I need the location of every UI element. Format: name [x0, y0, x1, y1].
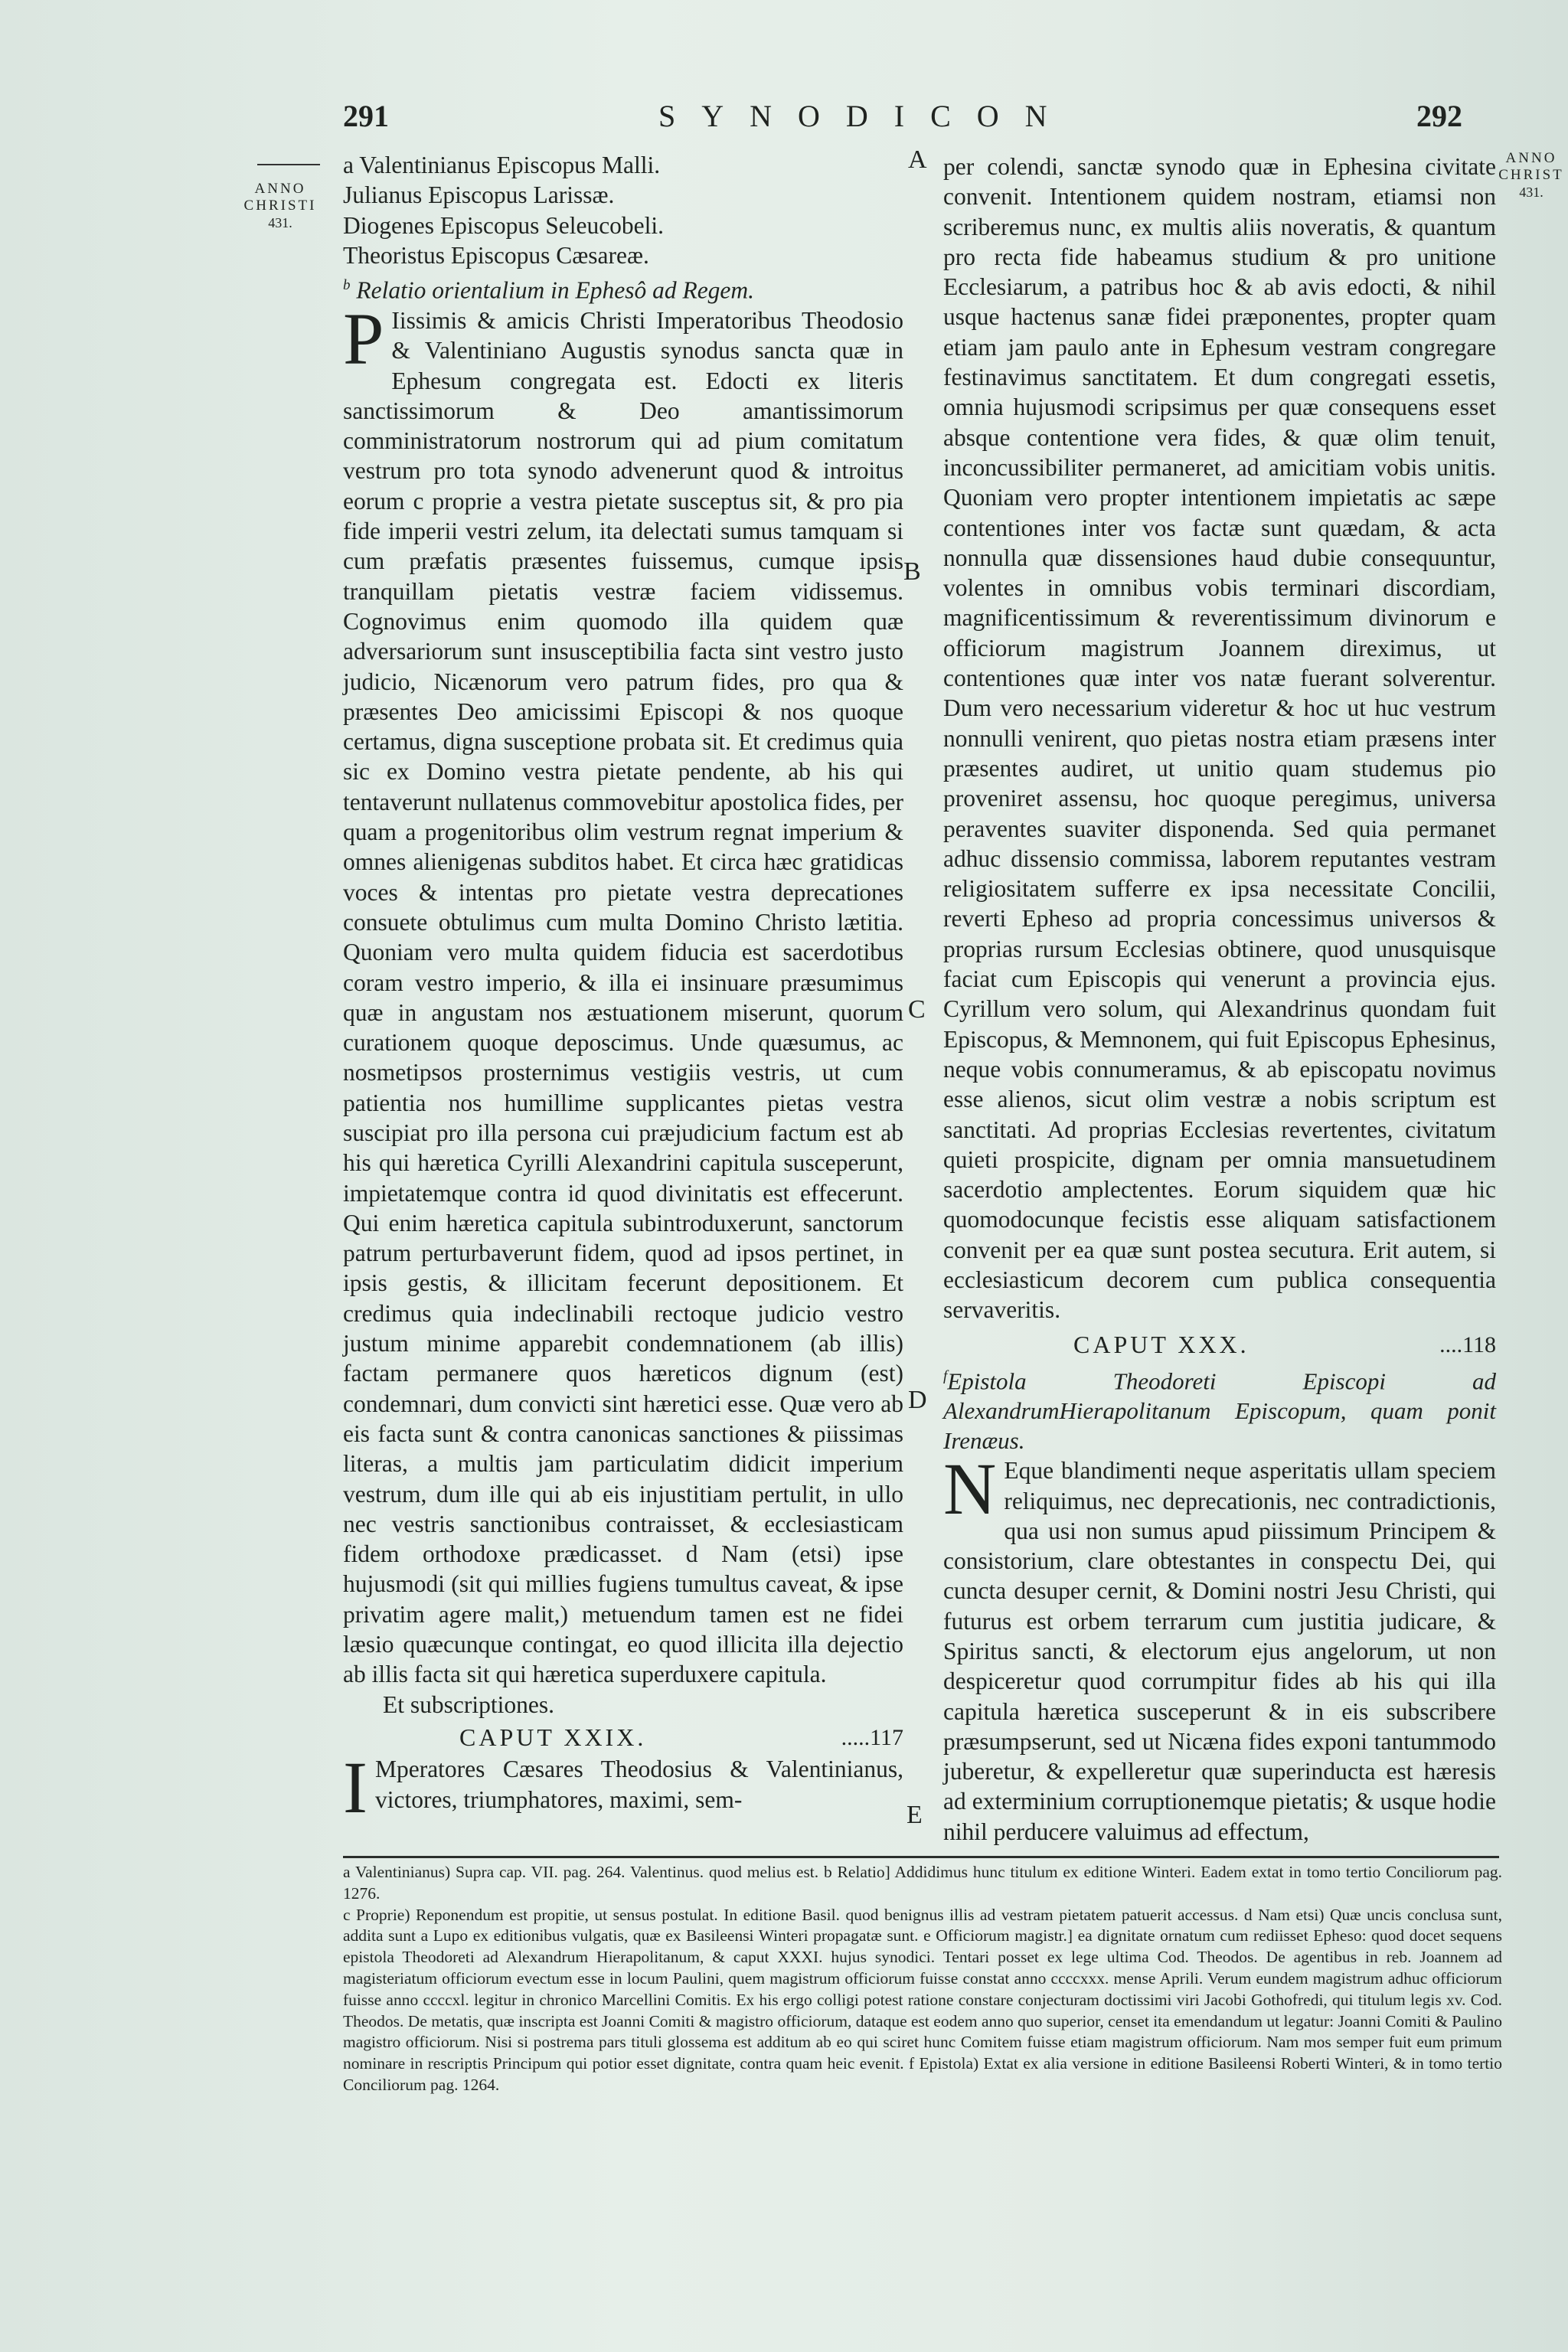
left-column: [343, 150, 903, 1829]
footnotes: [343, 1862, 1502, 2096]
dropcap-i: I: [343, 1746, 368, 1829]
chapter-xxix-body: [343, 1746, 903, 1829]
subscriber-line: a Valentinianus Episcopus Malli.: [343, 152, 661, 178]
relatio-body: [343, 297, 903, 1690]
section-marker-c: C: [908, 995, 926, 1024]
footnote-paragraph: a Valentinianus) Supra cap. VII. pag. 264. Valentinus. quod melius est. b Relatio] Addidimus hunc titulum ex editione Winteri. Eadem extat in tomo tertio Conciliorum pag. 1276.: [343, 1863, 1502, 1903]
section-marker-b: B: [903, 557, 921, 586]
running-title: SYNODICON: [658, 99, 1073, 133]
margin-christi-left: CHRISTI: [243, 198, 317, 214]
chapter-xxx-title: CAPUT XXX.: [1073, 1330, 1250, 1358]
subscriber-line: Julianus Episcopus Larissæ.: [343, 181, 615, 209]
chapter-xxx-heading: [943, 1330, 1496, 1360]
footnote-mark-f: f: [943, 1367, 948, 1384]
chapter-xxix-ref: .....117: [841, 1724, 903, 1750]
section-marker-d: D: [908, 1386, 927, 1414]
right-body-top: per colendi, sanctæ synodo quæ in Ephesina civitate convenit. Intentionem quidem nostram, etiamsi non scriberemus nunc, ex multis aliis noveratis, & quantum pro recta fide habeamus studium & pro unitione Ecclesiarum, a patribus hoc & ab avis edocti, & nihil usque hactenus sanæ fidei præponentes, propter quam etiam jam paulo ante in Ephesum vestram congregare festinavimus sanctitatem. Et dum congregati essetis, omnia hujusmodi scripsimus per quæ consequens esset absque contentione vera fides, & quæ olim tenuit, inconcussibiliter permaneret, ad amicitiam vobis unitis. Quoniam vero propter intentionem impietatis ac sæpe contentiones inter vos factæ sunt quædam, & acta nonnulla quæ dissensiones haud dubie consequuntur, volentes in omnibus vobis terminari discordiam, magnificentissimum & reverentissimum divinorum e officiorum magistrum Joannem direximus, ut contentiones quæ inter vos natæ fuerant solverentur. Dum vero necessarium videretur & hoc ut huc vestrum nonnulli venirent, quo pietas nostra etiam præsens inter præsentes audiret, ut unitio quam studemus pio proveniret assensu, hoc quoque peregimus, universa peraventes suaviter disponenda. Sed quia permanet adhuc dissensio commissa, laborem reputantes vestram religiositatem sufferre ex ipsa necessitate Concilii, reverti Epheso ad propria concessimus universos & proprias rursum Ecclesias obtinere, quod unusquisque faciat cum Episcopis qui venerunt a provincia ejus. Cyrillum vero solum, qui Alexandrinus quondam fuit Episcopus, & Memnonem, qui fuit Episcopus Ephesinus, neque vobis connumeramus, & ab episcopatu novimus esse alienos, sicut olim vestræ a nobis scriptum est sanctitati. Ad proprias Ecclesias revertentes, civitatum quieti prospicite, dignam per omnia mansuetudinem sacerdotio amplectentes. Eorum siquidem quæ hic quomodocunque fecistis esse aliquam satisfactionem convenit per ea quæ sunt postea secutura. Erit autem, si ecclesiasticum decorem cum publica consequentia servaveritis.: [943, 153, 1496, 1324]
margin-anno-left: ANNO: [254, 181, 306, 197]
margin-rule-left: [257, 164, 320, 165]
subscriptiones-line: Et subscriptiones.: [383, 1690, 554, 1718]
page-number-right: 292: [1416, 99, 1462, 133]
relatio-heading: [343, 270, 903, 305]
chapter-xxx-ref: ....118: [1439, 1331, 1496, 1357]
chapter-xxx-body: [943, 1448, 1496, 1847]
footnote-rule: [343, 1856, 1499, 1858]
relatio-text: Iissimis & amicis Christi Imperatoribus Theodosio & Valentiniano Augustis synodus sancta quæ in Ephesum congregata est. Edocti ex literis sanctissimorum & Deo amantissimorum comministratorum nostrorum qui ad pium comitatum vestrum pro tota synodo advenerunt quod & introitus eorum c proprie a vestra pietate susceptus sit, & pro pia fide imperii vestri zelum, ita delectati sumus tamquam si cum præfatis præsentes fuissemus, cumque ipsis tranquillam pietatis vestræ faciem vidissemus. Cognovimus enim quomodo illa quidem quæ adversariorum sunt insusceptibilia facta sint vestro justo judicio, Nicænorum vero patrum fides, pro qua & præsentes Deo amicissimi Episcopi & nos quoque certamus, digna susceptione probata sit. Et credimus quia sic ex Domino vestra pietate pendente, ab his qui tentaverunt nullatenus commovebitur apostolica fides, per quam a progenitoribus olim vestrum regnat imperium & omnes alienigenas subditos habet. Et circa hæc gratidicas voces & intentas pro pietate vestra deprecationes consuete obtulimus cum multa Domino Christo lætitia. Quoniam vero multa quidem fiducia est sacerdotibus coram vestro imperio, & illa ei insinuare præsumimus quæ in angustam nos æstuationem miserunt, quorum curationem quoque deposcimus. Unde quæsumus, ac nosmetipsos prosternimus vestigiis vestris, ut cum patientia nos humillime supplicantes pietas vestra suscipiat pro illa persona cui præjudicium factum est ab his qui hæretica Cyrilli Alexandrini capitula susceperunt, impietatemque contra id quod divinitatis est effecerunt. Qui enim hæretica capitula subintroduxerunt, sanctorum patrum perturbaverunt fidem, quod ad ipsos pertinet, in ipsis gestis, & illicitam fecerunt depositionem. Et credimus quia indeclinabili rectoque judicio vestro justum minime apparebit condemnationem (ab illis) factam permanere quos hæreticos dignum (est) condemnari, dum convicti sint hæretici esse. Quæ vero ab eis facta sunt & contra canonicas sanctiones & piissimas literas, a multis jam particulatim didicit imperium vestrum, dum ille qui ab eis injustitiam pertulit, in ullo nec vestris sanctionibus contraisset, & ecclesiasticam fidem orthodoxe prædicasset. d Nam (etsi) ipse hujusmodi (sit qui millies fugiens tumultus caveat, & ipse privatim agere malit,) metuendum tamen est ne fidei læsio quæcunque contingat, eo quod illicita illa dejectio ab illis facta sit qui hæretica superduxere capitula.: [343, 306, 903, 1688]
dropcap-p: P: [343, 297, 384, 380]
footnote-paragraph: c Proprie) Reponendum est propitie, ut sensus postulat. In editione Basil. quod benignus illis ad vestram pietatem patuerit accessus. d Nam etsi) Quæ uncis conclusa sunt, addita sunt a Lupo ex editionibus vulgatis, quæ ex Basileensi Winteri propagatæ sunt. e Officiorum magistr.] ea dignitate ornatum cum rediisset Epheso: quod docet sequens epistola Theodoreti ad Alexandrum Hierapolitanum, & caput XXXI. hujus synodici. Tentari posset ex lege ultima Cod. Theodos. De agentibus in reb. Joannem ad magisteriatum officiorum evectum esse in locum Paulini, quem magistrum officiorum fuisse constat anno ccccxxx. mense Aprili. Verum eundem magistrum adhuc officiorum fuisse anno ccccxl. legitur in chronico Marcellini Comitis. Ex his ergo colligi potest ratione constare conjecturam doctissimi viri Jacobi Gothofredi, qui titulum legis xv. Cod. Theodos. De metatis, quæ inscripta est Joanni Comiti & magistro officiorum, dataque est eodem anno quo superior, censet ita emendandum ut legatur: Joanni Comiti & Paulino magistro officiorum. Nisi si postrema pars tituli glossema est additum ab eo qui sciret hunc Comitem fuisse etiam magistrum officiorum. Nam mos semper fuit eum primum nominare in rescriptis Principum qui potior esset dignitate, contra quam heic evenit. f Epistola) Extat ex alia versione in editione Basileensi Roberti Winteri, & in tomo tertio Conciliorum pag. 1264.: [343, 1905, 1502, 2094]
margin-christi-right: CHRIST: [1498, 167, 1564, 183]
section-marker-e: E: [906, 1801, 923, 1829]
relatio-heading-text: Relatio orientalium in Ephesô ad Regem.: [356, 276, 755, 304]
chapter-xxx-title-text: [943, 1361, 1496, 1455]
chapter-xxx-heading-text: Epistola Theodoreti Episcopi ad AlexandrumHierapolitanum Episcopum, quam ponit Irenæus.: [943, 1367, 1496, 1455]
page-number-left: 291: [343, 99, 389, 133]
footnote-mark-b: b: [343, 277, 351, 294]
chapter-xxix-text: Mperatores Cæsares Theodosius & Valentinianus, victores, triumphatores, maximi, sem-: [374, 1756, 903, 1813]
page-header: [0, 98, 1568, 144]
right-column: [943, 152, 1496, 1847]
chapter-xxix-title: CAPUT XXIX.: [459, 1723, 647, 1751]
dropcap-n: N: [943, 1448, 997, 1530]
section-marker-a: A: [908, 145, 927, 174]
subscriber-line: Theoristus Episcopus Cæsareæ.: [343, 241, 649, 269]
margin-note-left: [234, 181, 326, 231]
subscriber-line: Diogenes Episcopus Seleucobeli.: [343, 211, 665, 239]
margin-year-right: 431.: [1519, 185, 1544, 200]
chapter-xxx-text: Eque blandimenti neque asperitatis ullam speciem reliquimus, nec deprecationis, nec contradictionis, qua usi non sumus apud piissimum Principem & consistorium, clare obtestantes in conspectu Dei, qui cuncta desuper cernit, & Domini nostri Jesu Christi, qui futurus est orbem terrarum cum justitia judicare, & Spiritus sancti, & electorum ejus angelorum, ut non despiceretur quod corrumpitur fides ab his qui illa capitula hæretica susceperunt & in eis subscribere præsumpserunt, sed ut Nicæna fides exponi tantummodo juberetur, & expelleretur quæ superinducta est hæresis ad exterminium corruptionemque pietatis; & usque hodie nihil perducere valuimus ad effectum,: [943, 1457, 1496, 1845]
margin-anno-right: ANNO: [1505, 150, 1557, 166]
margin-note-right: [1494, 150, 1568, 201]
margin-year-left: 431.: [268, 215, 292, 230]
chapter-xxix-heading: [343, 1723, 903, 1753]
